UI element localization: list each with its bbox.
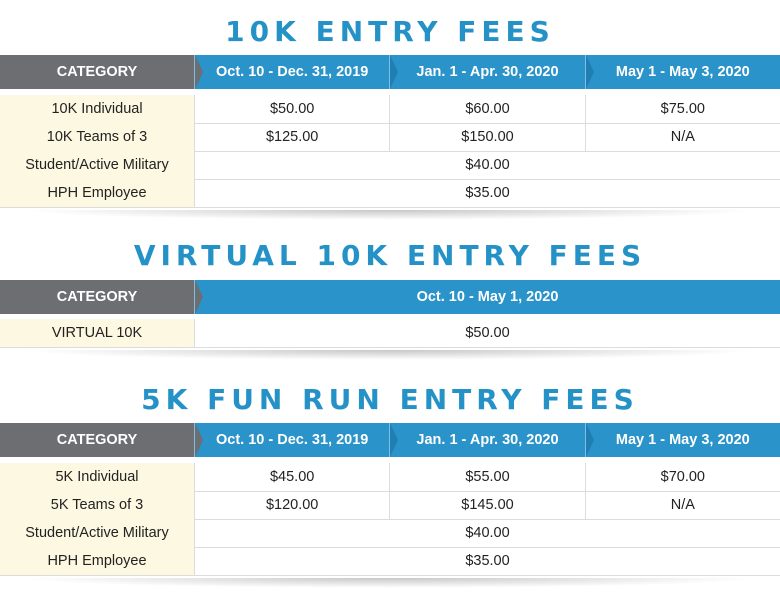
header-row-10k <box>0 55 780 89</box>
fee-cell: $35.00 <box>465 185 510 201</box>
title-10k: 10K ENTRY FEES <box>225 15 555 48</box>
header-category: CATEGORY <box>0 280 194 314</box>
header-period-3: May 1 - May 3, 2020 <box>585 55 780 89</box>
fee-cell: $35.00 <box>465 553 510 569</box>
title-virtual-10k: VIRTUAL 10K ENTRY FEES <box>133 239 647 272</box>
header-period-3: May 1 - May 3, 2020 <box>585 423 780 457</box>
divider-shadow <box>20 210 760 220</box>
table-row <box>0 547 780 576</box>
row-label: HPH Employee <box>0 179 195 207</box>
header-period-1: Oct. 10 - Dec. 31, 2019 <box>194 55 389 89</box>
row-label: 10K Individual <box>0 95 195 123</box>
fee-cell: $40.00 <box>465 525 510 541</box>
header-category: CATEGORY <box>0 423 194 457</box>
fee-cell: $45.00 <box>195 463 390 491</box>
header-row-virtual <box>0 280 780 314</box>
fee-cell: $50.00 <box>195 95 390 123</box>
header-period-1: Oct. 10 - Dec. 31, 2019 <box>194 423 389 457</box>
chevron-right-icon <box>195 280 203 314</box>
chevron-right-icon <box>390 423 398 457</box>
table-row <box>0 319 780 348</box>
fee-cell: $55.00 <box>390 463 585 491</box>
fee-cell: N/A <box>670 129 695 145</box>
table-row <box>0 95 780 124</box>
table-row <box>0 519 780 548</box>
header-category: CATEGORY <box>0 55 194 89</box>
row-label: Student/Active Military <box>0 519 195 547</box>
header-row-5k <box>0 423 780 457</box>
table-row <box>0 151 780 180</box>
row-label: 5K Teams of 3 <box>0 491 195 519</box>
chevron-right-icon <box>195 55 203 89</box>
title-5k: 5K FUN RUN ENTRY FEES <box>141 383 639 416</box>
row-label: 10K Teams of 3 <box>0 123 195 151</box>
fee-cell: N/A <box>670 497 695 513</box>
header-period-1: Oct. 10 - May 1, 2020 <box>194 280 780 314</box>
fee-cell: $70.00 <box>660 469 705 485</box>
fee-cell: $125.00 <box>195 123 390 151</box>
chevron-right-icon <box>390 55 398 89</box>
row-label: 5K Individual <box>0 463 195 491</box>
row-label: VIRTUAL 10K <box>0 319 195 347</box>
divider-shadow <box>20 578 760 588</box>
table-row <box>0 491 780 520</box>
row-label: Student/Active Military <box>0 151 195 179</box>
table-row <box>0 123 780 152</box>
chevron-right-icon <box>586 55 594 89</box>
fee-cell: $40.00 <box>465 157 510 173</box>
fee-cell: $75.00 <box>660 101 705 117</box>
table-row <box>0 179 780 208</box>
header-period-2: Jan. 1 - Apr. 30, 2020 <box>389 423 584 457</box>
fee-cell: $50.00 <box>465 325 510 341</box>
chevron-right-icon <box>586 423 594 457</box>
header-period-2: Jan. 1 - Apr. 30, 2020 <box>389 55 584 89</box>
row-label: HPH Employee <box>0 547 195 575</box>
fee-cell: $150.00 <box>390 123 585 151</box>
chevron-right-icon <box>195 423 203 457</box>
fee-cell: $145.00 <box>390 491 585 519</box>
fee-cell: $120.00 <box>195 491 390 519</box>
divider-shadow <box>20 350 760 360</box>
fee-cell: $60.00 <box>390 95 585 123</box>
table-row <box>0 463 780 492</box>
